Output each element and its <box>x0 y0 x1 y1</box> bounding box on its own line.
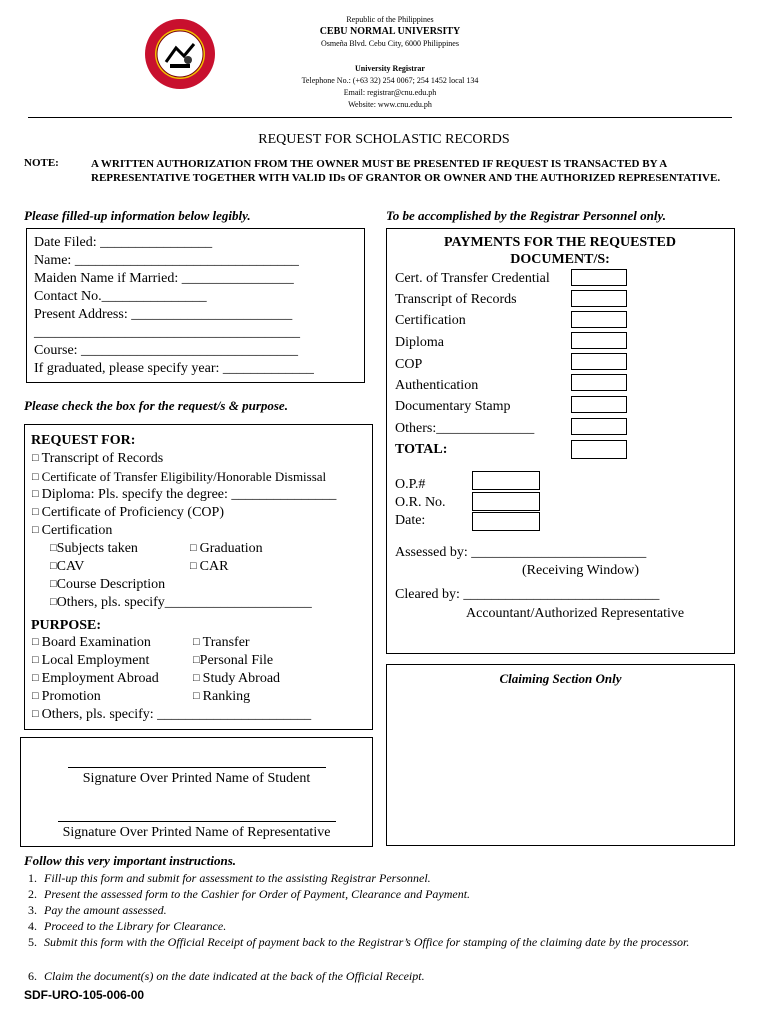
purpose-others-checkbox[interactable]: □ Others, pls. specify: ______________________ <box>32 706 311 724</box>
header-divider <box>28 117 732 118</box>
claiming-box <box>386 664 735 846</box>
pay-item-others[interactable]: Others:______________ <box>395 421 535 436</box>
payments-title: PAYMENTS FOR THE REQUESTED DOCUMENT/S: <box>444 235 676 267</box>
pay-authentication-input[interactable] <box>571 374 627 391</box>
contact-field[interactable]: Contact No._______________ <box>34 289 207 304</box>
request-title: REQUEST FOR: <box>31 433 136 448</box>
receiving-window-label: (Receiving Window) <box>522 563 639 578</box>
purpose-board-checkbox[interactable]: □ Board Examination <box>32 634 151 652</box>
purpose-personal-checkbox[interactable]: □ Personal File <box>193 652 273 670</box>
header-university: CEBU NORMAL UNIVERSITY <box>319 26 461 37</box>
pay-total-label: TOTAL: <box>395 442 448 457</box>
header-republic: Republic of the Philippines <box>346 15 434 24</box>
instruction-5: 5. Submit this form with the Official Receipt of payment back to the Registrar’s Office for stamping of the claiming date by the processor. <box>28 935 690 949</box>
or-input[interactable] <box>472 492 540 511</box>
representative-signature-label: Signature Over Printed Name of Representative <box>62 825 331 840</box>
check-heading: Please check the box for the request/s & purpose. <box>24 398 288 413</box>
student-signature-label: Signature Over Printed Name of Student <box>82 771 311 786</box>
cert-subjects-checkbox[interactable]: □ Subjects taken <box>50 540 138 558</box>
accountant-label: Accountant/Authorized Representative <box>466 606 685 621</box>
date-input[interactable] <box>472 512 540 531</box>
pay-item-diploma: Diploma <box>395 335 444 350</box>
cert-others-checkbox[interactable]: □ Others, pls. specify_____________________ <box>50 594 312 612</box>
cert-car-checkbox[interactable]: □ CAR <box>190 558 228 576</box>
purpose-title: PURPOSE: <box>31 618 101 633</box>
pay-diploma-input[interactable] <box>571 332 627 349</box>
date-label: Date: <box>395 513 426 528</box>
form-code: SDF-URO-105-006-00 <box>24 988 145 1002</box>
request-tor-checkbox[interactable]: □ Transcript of Records <box>32 450 163 468</box>
cert-graduation-checkbox[interactable]: □ Graduation <box>190 540 263 558</box>
pay-item-stamp: Documentary Stamp <box>395 399 511 414</box>
purpose-local-checkbox[interactable]: □ Local Employment <box>32 652 149 670</box>
maiden-name-field[interactable]: Maiden Name if Married: ________________ <box>34 271 294 286</box>
request-ctc-checkbox[interactable]: □ Certificate of Transfer Eligibility/Honorable Dismissal <box>32 468 326 487</box>
instruction-1: 1. Fill-up this form and submit for assessment to the assisting Registrar Personnel. <box>28 871 431 885</box>
pay-stamp-input[interactable] <box>571 396 627 413</box>
instructions-title: Follow this very important instructions. <box>24 853 237 868</box>
pay-item-tor: Transcript of Records <box>395 292 517 307</box>
pay-tor-input[interactable] <box>571 290 627 307</box>
name-field[interactable]: Name: ________________________________ <box>34 253 299 268</box>
cert-cav-checkbox[interactable]: □ CAV <box>50 558 84 576</box>
note-label: NOTE: <box>24 157 59 169</box>
pay-item-cop: COP <box>395 357 423 372</box>
header-website: Website: www.cnu.edu.ph <box>348 100 432 109</box>
address-field[interactable]: Present Address: _______________________ <box>34 307 293 322</box>
pay-item-authentication: Authentication <box>395 378 479 393</box>
page-title: REQUEST FOR SCHOLASTIC RECORDS <box>258 132 510 147</box>
request-cop-checkbox[interactable]: □ Certificate of Proficiency (COP) <box>32 504 224 522</box>
cert-course-desc-checkbox[interactable]: □ Course Description <box>50 576 165 594</box>
pay-item-certification: Certification <box>395 313 466 328</box>
purpose-transfer-checkbox[interactable]: □ Transfer <box>193 634 250 652</box>
student-signature-line[interactable] <box>68 767 326 768</box>
pay-item-ctc: Cert. of Transfer Credential <box>395 271 550 286</box>
request-diploma-checkbox[interactable]: □ Diploma: Pls. specify the degree: _______________ <box>32 486 336 504</box>
purpose-promotion-checkbox[interactable]: □ Promotion <box>32 688 101 706</box>
header-email: Email: registrar@cnu.edu.ph <box>343 88 437 97</box>
right-heading: To be accomplished by the Registrar Personnel only. <box>386 208 666 223</box>
header-telephone: Telephone No.: (+63 32) 254 0067; 254 1452 local 134 <box>301 76 479 85</box>
date-filed-field[interactable]: Date Filed: ________________ <box>34 235 213 250</box>
pay-cop-input[interactable] <box>571 353 627 370</box>
purpose-abroad-checkbox[interactable]: □ Employment Abroad <box>32 670 159 688</box>
graduated-year-field[interactable]: If graduated, please specify year: _____________ <box>34 361 314 376</box>
note-text: A WRITTEN AUTHORIZATION FROM THE OWNER MUST BE PRESENTED IF REQUEST IS TRANSACTED BY A REPRESENTATIVE TOGETHER WITH VALID IDs OF GRANTOR OR OWNER AND THE AUTHORIZED REPRESENTATIVE. <box>91 158 721 184</box>
representative-signature-line[interactable] <box>58 821 336 822</box>
course-field[interactable]: Course: _______________________________ <box>34 343 299 358</box>
claiming-title: Claiming Section Only <box>499 671 622 686</box>
request-certification-checkbox[interactable]: □ Certification <box>32 522 112 540</box>
pay-others-input[interactable] <box>571 418 627 435</box>
header-address: Osmeña Blvd. Cebu City, 6000 Philippines <box>321 39 459 48</box>
op-input[interactable] <box>472 471 540 490</box>
purpose-study-checkbox[interactable]: □ Study Abroad <box>193 670 280 688</box>
instruction-4: 4. Proceed to the Library for Clearance. <box>28 919 227 933</box>
or-label: O.R. No. <box>395 495 446 510</box>
pay-certification-input[interactable] <box>571 311 627 328</box>
op-label: O.P.# <box>395 477 426 492</box>
left-heading: Please filled-up information below legibly. <box>24 208 251 223</box>
pay-ctc-input[interactable] <box>571 269 627 286</box>
instruction-3: 3. Pay the amount assessed. <box>28 903 167 917</box>
assessed-by-field[interactable]: Assessed by: _________________________ <box>395 545 647 560</box>
header-office: University Registrar <box>355 64 425 73</box>
pay-total-input[interactable] <box>571 440 627 459</box>
instruction-6: 6. Claim the document(s) on the date indicated at the back of the Official Receipt. <box>28 969 425 983</box>
instruction-2: 2. Present the assessed form to the Cashier for Order of Payment, Clearance and Payment. <box>28 887 471 901</box>
purpose-ranking-checkbox[interactable]: □ Ranking <box>193 688 250 706</box>
address-line-2[interactable]: ______________________________________ <box>34 325 300 340</box>
cleared-by-field[interactable]: Cleared by: ____________________________ <box>395 587 660 602</box>
